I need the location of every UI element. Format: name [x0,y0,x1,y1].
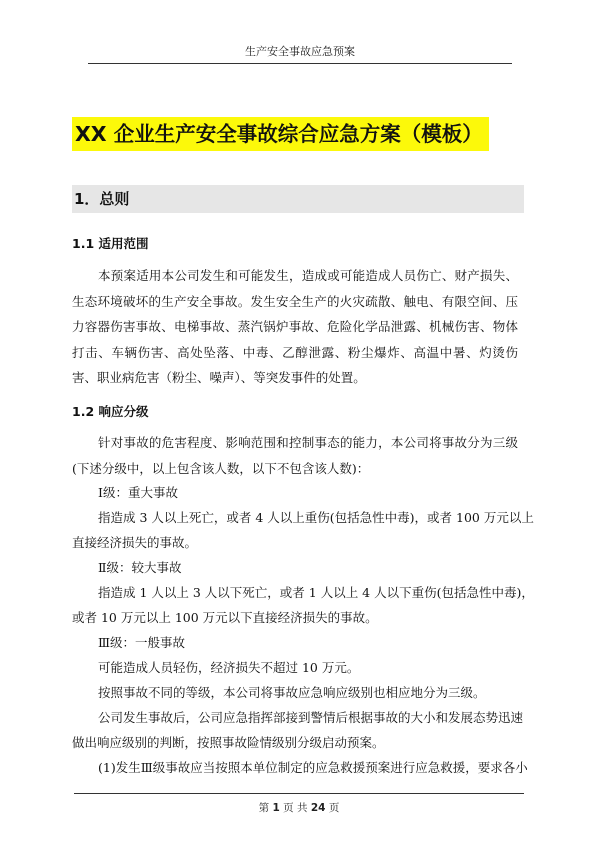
footer-divider [74,793,524,794]
total-page-count: 24 [310,802,326,814]
subsection-heading-response-levels: 1.2 响应分级 [72,404,149,419]
footer-suffix: 页 [328,802,340,814]
document-title: XX 企业生产安全事故综合应急方案（模板） [72,117,489,151]
process-line2: 做出响应级别的判断，按照事故险情级别分级启动预案。 [72,735,385,750]
level3-description: 可能造成人员轻伤，经济损失不超过 10 万元。 [98,660,360,675]
scope-paragraph: 本预案适用本公司发生和可能发生，造成或可能造成人员伤亡、财产损失、生态环境破坏的生产安全事故。发生安全生产的火灾疏散、触电、有限空间、压力容器伤害事故、电梯事故、蒸汽锅炉事故、危险化学品泄露、机械伤害、物体打击、车辆伤害、高处坠落、中毒、乙醇泄露、粉尘爆炸、高温中暑、灼烫伤害、职业病危害（粉尘、噪声）、等突发事件的处置。 [72,268,518,385]
level2-description-line2: 或者 10 万元以上 100 万元以下直接经济损失的事故。 [72,610,378,625]
footer-prefix: 第 [258,802,270,814]
level2-label: Ⅱ级：较大事故 [98,560,182,575]
level1-description-line1: 指造成 3 人以上死亡，或者 4 人以上重伤(包括急性中毒)，或者 100 万元以上 [98,510,534,525]
response-intro-paragraph: 针对事故的危害程度、影响范围和控制事态的能力，本公司将事故分为三级(下述分级中，以上包含该人数，以下不包含该人数)： [72,435,518,476]
level1-label: Ⅰ级：重大事故 [98,485,178,500]
response-note: 按照事故不同的等级，本公司将事故应急响应级别也相应地分为三级。 [98,685,486,700]
level3-label: Ⅲ级：一般事故 [98,635,186,650]
item1-partial-line: (1)发生Ⅲ级事故应当按照本单位制定的应急救援预案进行应急救援，要求各小 [98,760,528,775]
level2-description-line1: 指造成 1 人以上 3 人以下死亡，或者 1 人以上 4 人以下重伤(包括急性中毒)， [98,585,534,600]
current-page-number: 1 [272,802,280,814]
subsection-heading-scope: 1.1 适用范围 [72,236,149,251]
page-footer [74,800,524,815]
header-divider [88,63,512,64]
running-header: 生产安全事故应急预案 [245,45,355,58]
section-heading-general: 1．总则 [72,185,524,213]
process-line1: 公司发生事故后，公司应急指挥部接到警情后根据事故的大小和发展态势迅速 [98,710,524,725]
footer-middle: 页 共 [283,802,308,814]
level1-description-line2: 直接经济损失的事故。 [72,535,198,550]
